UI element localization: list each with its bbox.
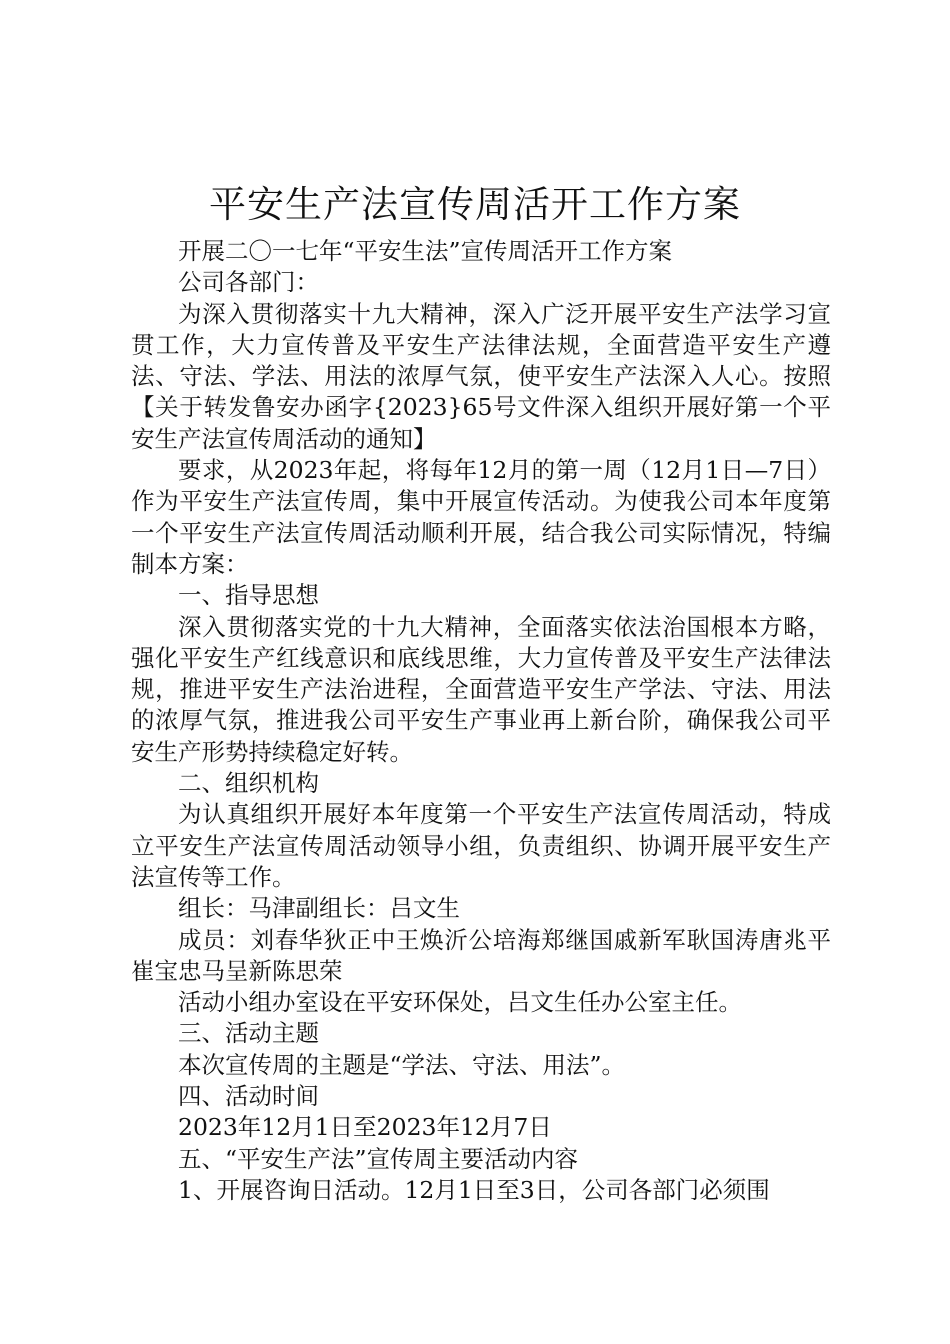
leaders-paragraph: 组长：马津副组长：吕文生 — [178, 894, 460, 923]
section-heading-guiding-ideology: 一、指导思想 — [178, 581, 319, 610]
section-heading-time: 四、活动时间 — [178, 1082, 319, 1111]
theme-paragraph: 本次宣传周的主题是“学法、守法、用法”。 — [178, 1050, 626, 1079]
activity-item-1: 1、开展咨询日活动。12月1日至3日，公司各部门必须围 — [178, 1175, 770, 1204]
section-heading-theme: 三、活动主题 — [178, 1019, 319, 1048]
document-title: 平安生产法宣传周活开工作方案 — [209, 183, 741, 226]
salutation-paragraph: 公司各部门： — [178, 268, 319, 297]
requirement-paragraph: 要求，从2023年起，将每年12月的第一周（12月1日—7日）作为平安生产法宣传周，集中开展宣传活动。为使我公司本年度第一个平安生产法宣传周活动顺利开展，结合我公司实际情况，特编制本方案： — [131, 456, 831, 578]
office-paragraph: 活动小组办室设在平安环保处，吕文生任办公室主任。 — [178, 988, 742, 1017]
section-heading-organization: 二、组织机构 — [178, 769, 319, 798]
guiding-ideology-paragraph: 深入贯彻落实党的十九大精神，全面落实依法治国根本方略，强化平安生产红线意识和底线思维，大力宣传普及平安生产法律法规，推进平安生产法治进程，全面营造平安生产学法、守法、用法的浓厚气氛，推进我公司平安生产事业再上新台阶，确保我公司平安生产形势持续稳定好转。 — [131, 612, 831, 766]
members-paragraph: 成员：刘春华狄正中王焕沂公培海郑继国戚新军耿国涛唐兆平崔宝忠马呈新陈思荣 — [131, 925, 831, 985]
time-paragraph: 2023年12月1日至2023年12月7日 — [178, 1113, 552, 1142]
subtitle-paragraph: 开展二〇一七年“平安生法”宣传周活开工作方案 — [178, 237, 673, 265]
intro-paragraph: 为深入贯彻落实十九大精神，深入广泛开展平安生产法学习宣贯工作，大力宣传普及平安生产法律法规，全面营造平安生产遵法、守法、学法、用法的浓厚气氛，使平安生产法深入人心。按照【关于转发鲁安办函字{2023}65号文件深入组织开展好第一个平安生产法宣传周活动的通知】 — [131, 299, 831, 453]
section-heading-activities: 五、“平安生产法”宣传周主要活动内容 — [178, 1144, 579, 1173]
document-body — [131, 236, 831, 1206]
organization-paragraph: 为认真组织开展好本年度第一个平安生产法宣传周活动，特成立平安生产法宣传周活动领导小组，负责组织、协调开展平安生产法宣传等工作。 — [131, 800, 831, 891]
